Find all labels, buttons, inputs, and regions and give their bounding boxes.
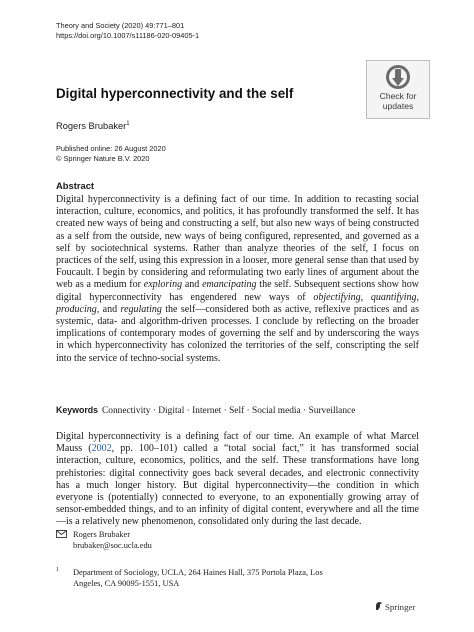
envelope-icon — [56, 530, 67, 538]
badge-line-1: Check for — [379, 91, 417, 101]
abstract-part-4: and — [99, 303, 121, 315]
author-line — [56, 121, 130, 131]
correspondence-block — [56, 529, 152, 551]
abstract-part-2: and — [182, 279, 203, 291]
abstract-part-1: Digital hyperconnectivity is a defining fact of our time. In addition to recasting social interaction, culture, economics, and politics, it has profoundly transformed the self. It has created new ways of being and constructing a self, but also new ways of being constructed as a self from the outside, new ways of being configured, represented, and governed as a self by sociotechnical systems. Rather than analyze theories of the self, I focus on practices of the self, using this expression in a looser, more general sense than that used by Foucault. I begin by considering and reformulating two early lines of argument about the web as a medium for — [56, 194, 419, 291]
footnote-mark: 1 — [56, 567, 59, 573]
badge-line-2: updates — [382, 101, 414, 111]
journal-header — [56, 21, 199, 40]
abstract-part-5: the self—considered both as active, reflexive practices and as systemic, data- and algorithm-driven processes. I conclude by reflecting on the broader implications of contemporary modes of governing the self and by underscoring the ways in which hyperconnectivity has colonized the territories of the self, conscripting the self into the service of techno-social systems. — [56, 303, 419, 364]
abstract-em-objectifying: objectifying, quantifying, producing, — [56, 291, 419, 315]
author-name[interactable]: Rogers Brubaker — [56, 121, 127, 132]
keywords-label: Keywords — [56, 405, 99, 415]
correspondence-email[interactable]: brubaker@soc.ucla.edu — [73, 541, 152, 550]
abstract-em-exploring: exploring — [143, 279, 183, 291]
footnote-text: Department of Sociology, UCLA, 264 Haines Hall, 375 Portola Plaza, Los Angeles, CA 90095-1551, USA — [73, 568, 323, 588]
published-date: Published online: 26 August 2020 — [56, 144, 166, 153]
abstract-em-emancipating: emancipating — [202, 279, 257, 291]
check-for-updates-icon — [385, 64, 411, 90]
affiliation-footnote — [56, 567, 343, 589]
publisher-name: Springer — [385, 602, 416, 612]
body-part-1: Digital hyperconnectivity is a defining fact of our time. An example of what Marcel Mauss ( — [56, 431, 419, 455]
check-for-updates-badge[interactable] — [366, 60, 430, 119]
keywords-line — [56, 405, 355, 416]
abstract-heading: Abstract — [56, 180, 95, 191]
keywords-list: Connectivity · Digital · Internet · Self · Social media · Surveillance — [102, 406, 356, 416]
journal-citation: Theory and Society (2020) 49:771–801 — [56, 21, 185, 30]
abstract-text — [56, 194, 419, 365]
abstract-em-regulating: regulating — [120, 303, 162, 315]
doi-link[interactable]: https://doi.org/10.1007/s11186-020-09405-1 — [56, 30, 200, 40]
author-affiliation-mark[interactable]: 1 — [126, 121, 130, 127]
citation-link[interactable]: 2002 — [91, 443, 112, 455]
body-paragraph — [56, 431, 419, 529]
correspondence-name: Rogers Brubaker — [73, 530, 130, 539]
abstract-part-3: the self. Subsequent sections show how digital hyperconnectivity has engendered new ways of — [56, 279, 419, 303]
publisher-logo — [374, 601, 415, 612]
springer-horse-icon — [374, 601, 383, 611]
publication-info — [56, 144, 166, 164]
badge-text — [367, 91, 429, 111]
copyright-line: © Springer Nature B.V. 2020 — [56, 153, 150, 163]
body-part-2: , pp. 100–101) called a “total social fact,” it has transformed social interaction, culture, economics, politics, and the self. These transformations have long prehistories: digital connectivity goes back several decades, and electronic connectivity has a much longer history. But digital hyperconnectivity—the condition in which everyone is (potentially) connected to everyone, to an exponentially growing array of sensor-embedded things, and to an infinity of digital content, everywhere and all the time—is a relatively new phenomenon, consolidated only during the last decade. — [56, 443, 419, 528]
article-title: Digital hyperconnectivity and the self — [56, 86, 294, 101]
